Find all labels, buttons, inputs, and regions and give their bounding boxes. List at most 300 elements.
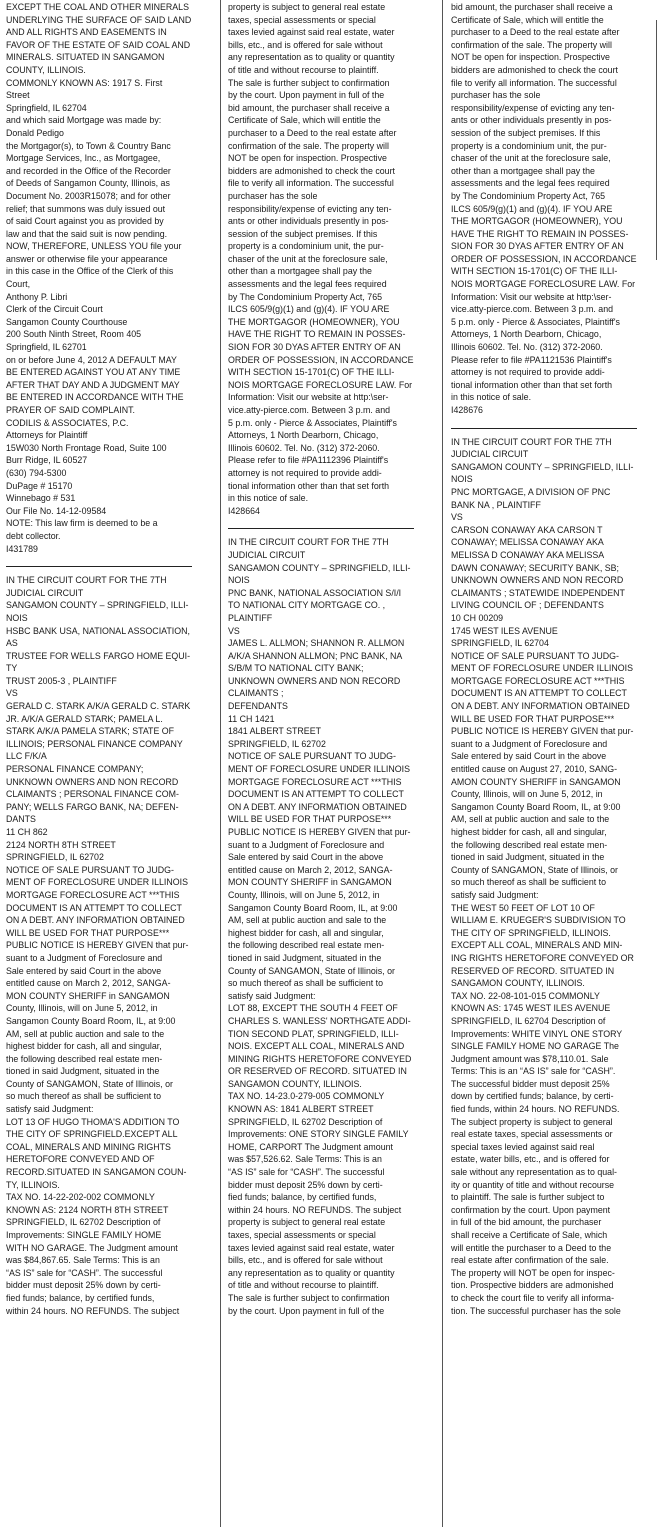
notice-text-line: tional information other than that set forth [228,480,390,492]
notice-text-line: MENT OF FORECLOSURE UNDER ILLINOIS [6,877,188,889]
notice-text-line: NOTE: This law firm is deemed to be a [6,518,158,530]
notice-text-line: estate, water bills, etc., and is offered for [451,1154,610,1166]
notice-text-line: confirmation of the sale. The property will [451,39,612,51]
notice-text-line: AM, sell at public auction and sale to the [228,915,387,927]
notice-text-line: DEFENDANTS [228,701,288,713]
notice-text-line: S/B/M TO NATIONAL CITY BANK; [228,663,364,675]
notice-text-line: 5 p.m. only - Pierce & Associates, Plaintiff's [451,316,620,328]
notice-text-line: ILCS 605/9(g)(1) and (g)(4). IF YOU ARE [228,304,390,316]
notice-text-line: vice.atty-pierce.com. Between 3 p.m. and [451,304,614,316]
notice-text-line: BANK NA , PLAINTIFF [451,499,541,511]
notice-text-line: THE CITY OF SPRINGFIELD, ILLINOIS. [451,927,611,939]
notice-separator-rule [6,566,192,567]
notice-text-line: AMON COUNTY SHERIFF in SANGAMON [451,776,621,788]
notice-text-line: the following described real estate men- [228,940,385,952]
notice-text-line: EXCEPT THE COAL AND OTHER MINERALS [6,2,189,13]
notice-text-line: HAVE THE RIGHT TO REMAIN IN POSSES- [451,228,629,240]
notice-text-line: FAVOR OF THE ESTATE OF SAID COAL AND [6,39,191,51]
notice-text-line: tioned in said Judgment, situated in the [6,1066,160,1078]
notice-text-line: bidders are admonished to check the court [228,165,395,177]
notice-text-line: Improvements: SINGLE FAMILY HOME [6,1230,162,1241]
notice-text-line: MON COUNTY SHERIFF in SANGAMON [228,877,392,889]
notice-text-line: tion. The successful purchaser has the sole [451,1305,621,1317]
notice-text-line: IN THE CIRCUIT COURT FOR THE 7TH [451,436,612,448]
notice-text-line: THE CITY OF SPRINGFIELD.EXCEPT ALL [6,1129,178,1141]
notice-text-line: SPRINGFIELD, IL 62702 [228,738,326,750]
notice-text-line: RESERVED OF RECORD. SITUATED IN [451,965,615,977]
notice-text-line: IN THE CIRCUIT COURT FOR THE 7TH [6,575,167,587]
notice-text-line: CARSON CONAWAY AKA CARSON T [451,524,603,536]
notice-text-line: DOCUMENT IS AN ATTEMPT TO COLLECT [228,789,404,801]
notice-text-line: TRUST 2005-3 , PLAINTIFF [6,675,117,687]
notice-text-line: property is a condominium unit, the pur- [451,140,607,152]
notice-text-line: Information: Visit our website at http:\ser- [451,291,612,303]
notice-text-line: Terms: This is an “AS IS” sale for “CASH”. [451,1066,616,1078]
notice-text-line: AND ALL RIGHTS AND EASEMENTS IN [6,27,167,39]
notice-text-line: KNOWN AS: 2124 NORTH 8TH STREET [6,1204,169,1216]
notice-text-line: Judgment amount was $78,110.01. Sale [451,1053,609,1065]
notice-text-line: tional information other than that set forth [451,379,613,391]
notice-text-line: to check the court file to verify all informa- [451,1292,615,1304]
notice-text-line: NOIS [228,575,250,587]
notice-text-line: file to verify all information. The successful [451,77,617,89]
legal-notice-block [451,2,646,418]
notice-text-line: County, Illinois, will on June 5, 2012, in [228,889,380,901]
notice-text-line: County, Illinois, will on June 5, 2012, in [6,1003,158,1015]
notice-text-line: within 24 hours. NO REFUNDS. The subject [228,1204,402,1216]
notice-text-line: COAL, MINERALS AND MINING RIGHTS [6,1141,171,1153]
notice-text-line: BE ENTERED IN ACCORDANCE WITH THE [6,392,184,404]
notice-text-line: Winnebago # 531 [6,493,76,505]
notice-text-line: Sangamon County Board Room, IL, at 9:00 [6,1015,176,1027]
notice-text-line: I431789 [6,543,38,555]
notice-text-line: attorney is not required to provide addi- [228,467,382,479]
notice-text-line: fied funds; balance, by certified funds, [228,1192,377,1204]
notice-text-line: NOT be open for inspection. Prospective [228,153,387,165]
notice-text-line: session of the subject premises. If this [451,127,601,139]
notice-text-line: JUDICIAL CIRCUIT [228,549,306,561]
notice-text-line: Document No. 2003R15078; and for other [6,190,171,202]
legal-notice-block [6,2,199,556]
notice-text-line: shall receive a Certificate of Sale, which [451,1230,608,1241]
notice-text-line: SANGAMON COUNTY – SPRINGFIELD, ILLI- [451,461,634,473]
notice-text-line: Sale entered by said Court in the above [6,965,162,977]
notice-text-line: purchaser has the sole [228,190,318,202]
notice-text-line: LOT 13 OF HUGO THOMA'S ADDITION TO [6,1116,180,1128]
notice-text-line: answer or otherwise file your appearance [6,253,168,265]
notice-text-line: entitled cause on March 2, 2012, SANGA- [228,864,393,876]
notice-text-line: real estate taxes, special assessments or [451,1129,613,1141]
notice-text-line: was $57,526.62. Sale Terms: This is an [228,1154,382,1166]
notice-text-line: PNC BANK, NATIONAL ASSOCIATION S/I/I [228,587,402,599]
notice-text-line: suant to a Judgment of Foreclosure and [6,952,163,964]
notice-text-line: TAX NO. 14-22-202-002 COMMONLY [6,1192,155,1204]
notice-text-line: CONAWAY; MELISSA CONAWAY AKA [451,537,604,549]
notice-text-line: special taxes levied against said real [451,1141,595,1153]
notice-text-line: Attorneys for Plaintiff [6,430,88,442]
notice-text-line: “AS IS” sale for “CASH”. The successful [6,1267,163,1279]
notice-text-line: (630) 794-5300 [6,467,67,479]
notice-text-line: Burr Ridge, IL 60527 [6,455,88,467]
notice-text-line: property is subject to general real estate [228,2,386,13]
notice-text-line: HERETOFORE CONVEYED AND OF [6,1154,155,1166]
notice-text-line: JAMES L. ALLMON; SHANNON R. ALLMON [228,638,405,650]
notice-text-line: Please refer to file #PA1112396 Plaintiff's [228,455,389,467]
notice-text-line: 1841 ALBERT STREET [228,726,321,738]
notice-text-line: PUBLIC NOTICE IS HEREBY GIVEN that pur- [6,940,189,952]
notice-text-line: Illinois 60602. Tel. No. (312) 372-2060. [451,342,603,354]
column-divider [220,0,221,1527]
notice-text-line: suant to a Judgment of Foreclosure and [451,738,608,750]
notice-text-line: fied funds, within 24 hours. NO REFUNDS. [451,1104,620,1116]
notice-text-line: Anthony P. Libri [6,291,68,303]
notice-text-line: MINING RIGHTS HERETOFORE CONVEYED [228,1053,412,1065]
notice-text-line: The subject property is subject to general [451,1116,613,1128]
notice-text-line: in this notice of sale. [228,493,309,505]
notice-text-line: 11 CH 862 [6,827,48,838]
notice-text-line: ILLINOIS; PERSONAL FINANCE COMPANY [6,738,183,750]
notice-text-line: any representation as to quality or quantity [228,52,395,64]
notice-text-line: SANGAMON COUNTY – SPRINGFIELD, ILLI- [228,562,411,574]
legal-notice-block [6,575,199,1318]
notice-text-line: 10 CH 00209 [451,612,504,624]
notice-text-line: CLAIMANTS ; STATEWIDE INDEPENDENT [451,587,625,599]
notice-text-line: AM, sell at public auction and sale to the [451,814,610,826]
notice-text-line: Certificate of Sale, which will entitle the [228,115,381,127]
notice-text-line: The property will NOT be open for inspec- [451,1267,615,1279]
notice-text-line: Attorneys, 1 North Dearborn, Chicago, [451,329,602,341]
notice-text-line: ING RIGHTS HERETOFORE CONVEYED OR [451,952,634,964]
notice-text-line: County of SANGAMON, State of Illinois, or [6,1078,173,1090]
notice-text-line: so much thereof as shall be sufficient to [451,877,607,889]
notice-text-line: bid amount, the purchaser shall receive a [451,2,613,13]
notice-text-line: responsibility/expense of evicting any ten- [451,102,615,114]
page-edge-rule [656,20,657,260]
notice-text-line: VS [451,512,463,524]
notice-text-line: IN THE CIRCUIT COURT FOR THE 7TH [228,537,389,549]
notice-text-line: VS [228,625,240,637]
notice-text-line: sale without any representation as to qual- [451,1167,618,1179]
notice-text-line: NOIS MORTGAGE FORECLOSURE LAW. For [228,379,413,391]
notice-text-line: MELISSA D CONAWAY AKA MELISSA [451,549,605,561]
notice-text-line: COMMONLY KNOWN AS: 1917 S. First [6,77,163,89]
notice-text-line: within 24 hours. NO REFUNDS. The subject [6,1305,180,1317]
notice-text-line: in this case in the Office of the Clerk of this [6,266,174,278]
notice-text-line: BE ENTERED AGAINST YOU AT ANY TIME [6,367,181,379]
notice-text-line: Mortgage Services, Inc., as Mortgagee, [6,153,161,165]
notice-text-line: DOCUMENT IS AN ATTEMPT TO COLLECT [451,688,627,700]
notice-text-line: to plaintiff. The sale is further subject to [451,1192,605,1204]
notice-text-line: TAX NO. 22-08-101-015 COMMONLY [451,990,600,1002]
notice-text-line: PUBLIC NOTICE IS HEREBY GIVEN that pur- [451,726,634,738]
notice-text-line: GERALD C. STARK A/K/A GERALD C. STARK [6,701,191,713]
notice-text-line: NOIS [6,612,28,624]
notice-text-line: MORTGAGE FORECLOSURE ACT ***THIS [451,675,625,687]
notice-text-line: ity or quantity of title and without recourse [451,1179,615,1191]
notice-text-line: session of the subject premises. If this [228,228,378,240]
notice-text-line: TRUSTEE FOR WELLS FARGO HOME EQUI- [6,650,191,662]
notice-text-line: ORDER OF POSSESSION, IN ACCORDANCE [451,253,637,265]
notice-text-line: assessments and the legal fees required [451,178,610,190]
notice-text-line: I428664 [228,505,260,517]
notice-text-line: property is a condominium unit, the pur- [228,241,384,253]
notice-text-line: MENT OF FORECLOSURE UNDER ILLINOIS [451,663,633,675]
notice-text-line: highest bidder for cash, all and singular, [6,1041,162,1053]
notice-text-line: Sangamon County Board Room, IL, at 9:00 [451,801,621,813]
notice-text-line: TY, ILLINOIS. [6,1179,60,1191]
notice-text-line: Attorneys, 1 North Dearborn, Chicago, [228,430,379,442]
notice-text-line: down by certified funds; balance, by certi- [451,1091,614,1103]
notice-text-line: WILL BE USED FOR THAT PURPOSE*** [228,814,392,826]
notice-text-line: and recorded in the Office of the Recorder [6,165,171,177]
notice-text-line: JR. A/K/A GERALD STARK; PAMELA L. [6,713,163,725]
notice-separator-rule [451,428,637,429]
notice-text-line: RECORD.SITUATED IN SANGAMON COUN- [6,1167,187,1179]
notice-text-line: WILL BE USED FOR THAT PURPOSE*** [451,713,615,725]
notice-text-line: LOT 88, EXCEPT THE SOUTH 4 FEET OF [228,1003,398,1015]
notice-text-line: LLC F/K/A [6,751,47,763]
notice-text-line: highest bidder for cash, all and singular, [451,827,607,838]
notice-text-line: 2124 NORTH 8TH STREET [6,839,116,851]
notice-text-line: any representation as to quality or quantity [228,1267,395,1279]
notice-text-line: bills, etc., and is offered for sale without [228,39,383,51]
notice-text-line: 11 CH 1421 [228,713,275,725]
notice-text-line: ILCS 605/9(g)(1) and (g)(4). IF YOU ARE [451,203,613,215]
notice-text-line: CLAIMANTS ; PERSONAL FINANCE COM- [6,789,179,801]
notice-text-line: attorney is not required to provide addi- [451,367,605,379]
notice-text-line: of title and without recourse to plaintiff. [228,1280,379,1292]
notice-text-line: DAWN CONAWAY; SECURITY BANK, SB; [451,562,619,574]
notice-text-line: and which said Mortgage was made by: [6,115,162,127]
notice-text-line: suant to a Judgment of Foreclosure and [228,839,385,851]
notice-text-line: Improvements: ONE STORY SINGLE FAMILY [228,1129,409,1141]
notice-text-line: bidder must deposit 25% down by certi- [6,1280,161,1292]
notice-text-line: CHARLES S. WANLESS' NORTHGATE ADDI- [228,1015,411,1027]
notice-text-line: STARK A/K/A PAMELA STARK; STATE OF [6,726,175,738]
notice-text-line: highest bidder for cash, all and singular, [228,927,384,939]
notice-text-line: taxes, special assessments or special [228,1230,376,1241]
notice-text-line: MENT OF FORECLOSURE UNDER ILLINOIS [228,764,410,776]
notice-text-line: SPRINGFIELD, IL 62702 [6,852,104,864]
legal-notice-block [451,437,646,1319]
notice-text-line: real estate after confirmation of the sale. [451,1255,609,1267]
notice-text-line: COUNTY, ILLINOIS. [6,64,86,76]
notice-text-line: DuPage # 15170 [6,480,73,492]
notice-text-line: 15W030 North Frontage Road, Suite 100 [6,442,167,454]
notice-text-line: SION FOR 30 DYAS AFTER ENTRY OF AN [451,241,624,253]
notice-text-line: UNKNOWN OWNERS AND NON RECORD [228,675,401,687]
notice-text-line: NOT be open for inspection. Prospective [451,52,610,64]
notice-text-line: DOCUMENT IS AN ATTEMPT TO COLLECT [6,902,182,914]
notice-text-line: MINERALS. SITUATED IN SANGAMON [6,52,165,64]
notice-text-line: NOIS MORTGAGE FORECLOSURE LAW. For [451,279,636,291]
notice-text-line: TY [6,663,18,675]
notice-text-line: Improvements: WHITE VINYL ONE STORY [451,1028,623,1040]
notice-text-line: EXCEPT ALL COAL, MINERALS AND MIN- [451,940,623,952]
legal-notice-block [228,2,423,518]
notice-text-line: purchaser has the sole [451,90,541,102]
notice-text-line: THE WEST 50 FEET OF LOT 10 OF [451,902,595,914]
notice-text-line: Information: Visit our website at http:\ser- [228,392,389,404]
notice-text-line: PERSONAL FINANCE COMPANY; [6,764,144,776]
notice-text-line: SANGAMON COUNTY – SPRINGFIELD, ILLI- [6,600,189,612]
notice-text-line: SPRINGFIELD, IL 62702 Description of [6,1217,161,1229]
notice-text-line: SINGLE FAMILY HOME NO GARAGE The [451,1041,619,1053]
text-column-1 [6,2,199,1318]
notice-text-line: assessments and the legal fees required [228,279,387,291]
notice-text-line: by the court. Upon payment in full of the [228,1305,385,1317]
notice-text-line: confirmation by the court. Upon payment [451,1204,611,1216]
notice-text-line: OR RESERVED OF RECORD. SITUATED IN [228,1066,407,1078]
notice-text-line: Sangamon County Courthouse [6,316,128,328]
notice-separator-rule [228,528,414,529]
notice-text-line: County, Illinois, will on June 5, 2012, in [451,789,603,801]
notice-text-line: other than a mortgagee shall pay the [451,165,595,177]
notice-text-line: WITH SECTION 15-1701(C) OF THE ILLI- [451,266,618,278]
notice-text-line: MON COUNTY SHERIFF in SANGAMON [6,990,170,1002]
notice-text-line: bidders are admonished to check the court [451,64,618,76]
notice-text-line: relief; that summons was duly issued out [6,203,166,215]
notice-text-line: bills, etc., and is offered for sale without [228,1255,383,1267]
notice-text-line: The sale is further subject to confirmation [228,77,390,89]
notice-text-line: satisfy said Judgment: [6,1104,94,1116]
column-divider [442,0,443,1527]
notice-text-line: PANY; WELLS FARGO BANK, NA; DEFEN- [6,801,179,813]
notice-text-line: TAX NO. 14-23.0-279-005 COMMONLY [228,1091,385,1103]
notice-text-line: taxes levied against said real estate, water [228,27,395,39]
notice-text-line: County of SANGAMON, State of Illinois, or [451,864,618,876]
notice-text-line: Court, [6,279,31,291]
notice-text-line: NOW, THEREFORE, UNLESS YOU file your [6,241,182,253]
notice-text-line: 200 South Ninth Street, Room 405 [6,329,142,341]
notice-text-line: Sale entered by said Court in the above [228,852,384,864]
notice-text-line: CLAIMANTS ; [228,688,284,700]
notice-text-line: taxes levied against said real estate, water [228,1242,395,1254]
notice-text-line: UNKNOWN OWNERS AND NON RECORD [451,575,624,587]
notice-text-line: A/K/A SHANNON ALLMON; PNC BANK, NA [228,650,403,662]
notice-text-line: chaser of the unit at the foreclosure sale, [451,153,611,165]
notice-text-line: AS [6,638,18,650]
notice-text-line: NOIS. EXCEPT ALL COAL, MINERALS AND [228,1041,405,1053]
notice-text-line: tion. Prospective bidders are admonished [451,1280,614,1292]
notice-text-line: will entitle the purchaser to a Deed to the [451,1242,612,1254]
notice-text-line: the Mortgagor(s), to Town & Country Banc [6,140,171,152]
notice-text-line: property is subject to general real estate [228,1217,386,1229]
notice-text-line: satisfy said Judgment: [228,990,316,1002]
legal-notice-block [228,537,423,1318]
notice-text-line: HAVE THE RIGHT TO REMAIN IN POSSES- [228,329,406,341]
notice-text-line: Certificate of Sale, which will entitle the [451,14,604,26]
notice-text-line: JUDICIAL CIRCUIT [6,587,84,599]
notice-text-line: Clerk of the Circuit Court [6,304,103,316]
notice-text-line: Street [6,90,30,102]
notice-text-line: THE MORTGAGOR (HOMEOWNER), YOU [451,216,623,228]
notice-text-line: ants or other individuals presently in pos- [451,115,612,127]
notice-text-line: in this notice of sale. [451,392,532,404]
notice-text-line: fied funds; balance, by certified funds, [6,1292,155,1304]
notice-text-line: vice.atty-pierce.com. Between 3 p.m. and [228,405,391,416]
notice-text-line: PNC MORTGAGE, A DIVISION OF PNC [451,486,611,498]
notice-text-line: 5 p.m. only - Pierce & Associates, Plaintiff's [228,417,397,429]
notice-text-line: of Deeds of Sangamon County, Illinois, as [6,178,170,190]
notice-text-line: PRAYER OF SAID COMPLAINT. [6,405,135,416]
notice-text-line: SPRINGFIELD, IL 62704 Description of [451,1015,606,1027]
notice-text-line: Illinois 60602. Tel. No. (312) 372-2060. [228,442,380,454]
notice-text-line: WITH NO GARAGE. The Judgment amount [6,1242,178,1254]
notice-text-line: Springfield, IL 62701 [6,342,87,354]
notice-text-line: MORTGAGE FORECLOSURE ACT ***THIS [228,776,402,788]
notice-text-line: purchaser to a Deed to the real estate after [451,27,620,39]
notice-text-line: County of SANGAMON, State of Illinois, or [228,965,395,977]
notice-text-line: Sangamon County Board Room, IL, at 9:00 [228,902,398,914]
notice-text-line: Springfield, IL 62704 [6,102,87,114]
notice-text-line: ON A DEBT. ANY INFORMATION OBTAINED [6,915,185,927]
notice-text-line: AM, sell at public auction and sale to the [6,1028,165,1040]
notice-text-line: UNKNOWN OWNERS AND NON RECORD [6,776,179,788]
notice-text-line: so much thereof as shall be sufficient to [228,978,384,990]
notice-text-line: CODILIS & ASSOCIATES, P.C. [6,417,129,429]
notice-text-line: ORDER OF POSSESSION, IN ACCORDANCE [228,354,414,366]
notice-text-line: taxes, special assessments or special [228,14,376,26]
notice-text-line: Please refer to file #PA1121536 Plaintiff's [451,354,612,366]
notice-text-line: so much thereof as shall be sufficient to [6,1091,162,1103]
notice-text-line: VS [6,688,18,700]
notice-text-line: THE MORTGAGOR (HOMEOWNER), YOU [228,316,400,328]
notice-text-line: tioned in said Judgment, situated in the [228,952,382,964]
notice-text-line: in full of the bid amount, the purchaser [451,1217,602,1229]
notice-text-line: bid amount, the purchaser shall receive a [228,102,390,114]
text-column-2 [228,2,423,1318]
notice-text-line: of said Court against you as provided by [6,216,164,228]
notice-text-line: UNDERLYING THE SURFACE OF SAID LAND [6,14,192,26]
notice-text-line: NOTICE OF SALE PURSUANT TO JUDG- [6,864,174,876]
notice-text-line: on or before June 4, 2012 A DEFAULT MAY [6,354,177,366]
notice-text-line: by The Condominium Property Act, 765 [451,190,606,202]
notice-text-line: ON A DEBT. ANY INFORMATION OBTAINED [228,801,407,813]
notice-text-line: KNOWN AS: 1841 ALBERT STREET [228,1104,374,1116]
notice-text-line: MORTGAGE FORECLOSURE ACT ***THIS [6,889,180,901]
notice-text-line: SPRINGFIELD, IL 62702 Description of [228,1116,383,1128]
notice-text-line: entitled cause on August 27, 2010, SANG- [451,764,618,776]
notice-text-line: KNOWN AS: 1745 WEST ILES AVENUE [451,1003,611,1015]
notice-text-line: TION SECOND PLAT, SPRINGFIELD, ILLI- [228,1028,399,1040]
notice-text-line: debt collector. [6,530,61,542]
notice-text-line: by The Condominium Property Act, 765 [228,291,383,303]
notice-text-line: DANTS [6,814,36,826]
notice-text-line: 1745 WEST ILES AVENUE [451,625,558,637]
notice-text-line: confirmation of the sale. The property will [228,140,389,152]
notice-text-line: HSBC BANK USA, NATIONAL ASSOCIATION, [6,625,190,637]
notice-text-line: Donald Pedigo [6,127,64,139]
notice-text-line: NOIS [451,474,473,486]
notice-text-line: bidder must deposit 25% down by certi- [228,1179,383,1191]
notice-text-line: TO NATIONAL CITY MORTGAGE CO. , [228,600,386,612]
notice-text-line: HOME, CARPORT The Judgment amount [228,1141,393,1153]
notice-text-line: satisfy said Judgment: [451,889,539,901]
notice-text-line: WITH SECTION 15-1701(C) OF THE ILLI- [228,367,395,379]
notice-text-line: I428676 [451,405,483,416]
notice-text-line: by the court. Upon payment in full of the [228,90,385,102]
notice-text-line: ants or other individuals presently in pos- [228,216,389,228]
notice-text-line: Our File No. 14-12-09584 [6,505,107,517]
notice-text-line: The successful bidder must deposit 25% [451,1078,610,1090]
notice-text-line: of title and without recourse to plaintiff. [228,64,379,76]
notice-text-line: the following described real estate men- [451,839,608,851]
notice-text-line: NOTICE OF SALE PURSUANT TO JUDG- [228,751,396,763]
notice-text-line: Sale entered by said Court in the above [451,751,607,763]
notice-text-line: NOTICE OF SALE PURSUANT TO JUDG- [451,650,619,662]
notice-text-line: entitled cause on March 2, 2012, SANGA- [6,978,171,990]
